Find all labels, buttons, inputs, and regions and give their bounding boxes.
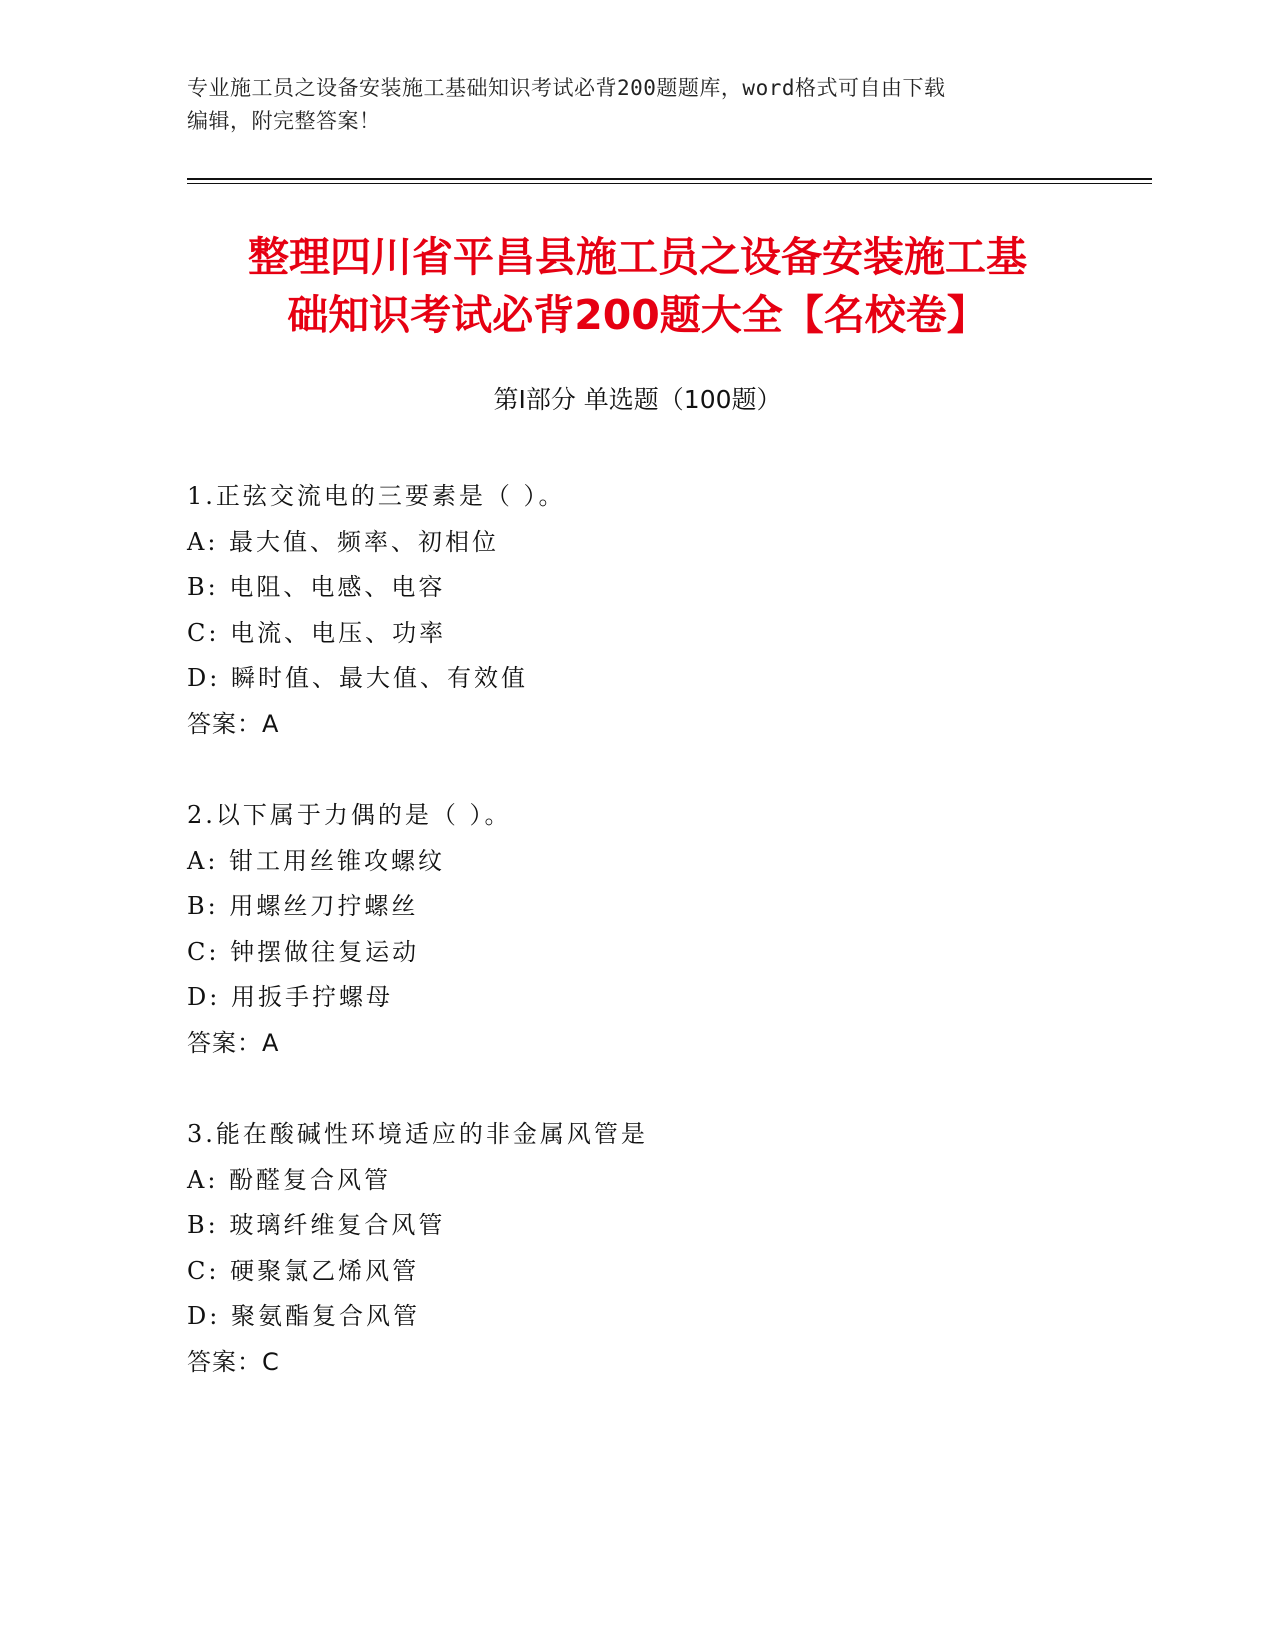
option-d: D: 聚氨酯复合风管 [187, 1302, 420, 1330]
option-c: C: 钟摆做往复运动 [187, 937, 420, 966]
header-divider-thick [187, 178, 1152, 180]
question-stem: 1.正弦交流电的三要素是（ ）。 [187, 482, 566, 510]
option-b: B: 电阻、电感、电容 [187, 573, 446, 601]
answer: 答案：A [187, 1028, 280, 1057]
section-title: 第Ⅰ部分 单选题（100题） [493, 385, 782, 414]
document-title-line-2: 础知识考试必背200题大全【名校卷】 [287, 291, 988, 339]
question-item [187, 793, 1087, 1066]
document-title [150, 228, 1125, 344]
option-a: A: 最大值、频率、初相位 [187, 527, 500, 556]
answer: 答案：A [187, 709, 280, 738]
document-title-line-1: 整理四川省平昌县施工员之设备安装施工基 [248, 233, 1027, 281]
header-note [187, 72, 1067, 138]
header-divider-thin [187, 183, 1152, 184]
option-c: C: 硬聚氯乙烯风管 [187, 1256, 420, 1285]
option-a: A: 钳工用丝锥攻螺纹 [187, 846, 446, 875]
question-stem: 3.能在酸碱性环境适应的非金属风管是 [187, 1120, 648, 1148]
answer: 答案：C [187, 1347, 280, 1376]
question-item [187, 1112, 1087, 1385]
header-note-line-1: 专业施工员之设备安装施工基础知识考试必背200题题库，word格式可自由下载 [187, 76, 946, 100]
option-a: A: 酚醛复合风管 [187, 1165, 392, 1194]
question-stem: 2.以下属于力偶的是（ ）。 [187, 801, 512, 829]
option-b: B: 用螺丝刀拧螺丝 [187, 892, 419, 920]
question-item [187, 474, 1087, 747]
option-b: B: 玻璃纤维复合风管 [187, 1211, 446, 1239]
option-d: D: 用扳手拧螺母 [187, 983, 393, 1011]
header-note-line-2: 编辑，附完整答案！ [187, 109, 381, 133]
option-d: D: 瞬时值、最大值、有效值 [187, 664, 528, 692]
question-list [187, 474, 1087, 1431]
option-c: C: 电流、电压、功率 [187, 618, 447, 647]
